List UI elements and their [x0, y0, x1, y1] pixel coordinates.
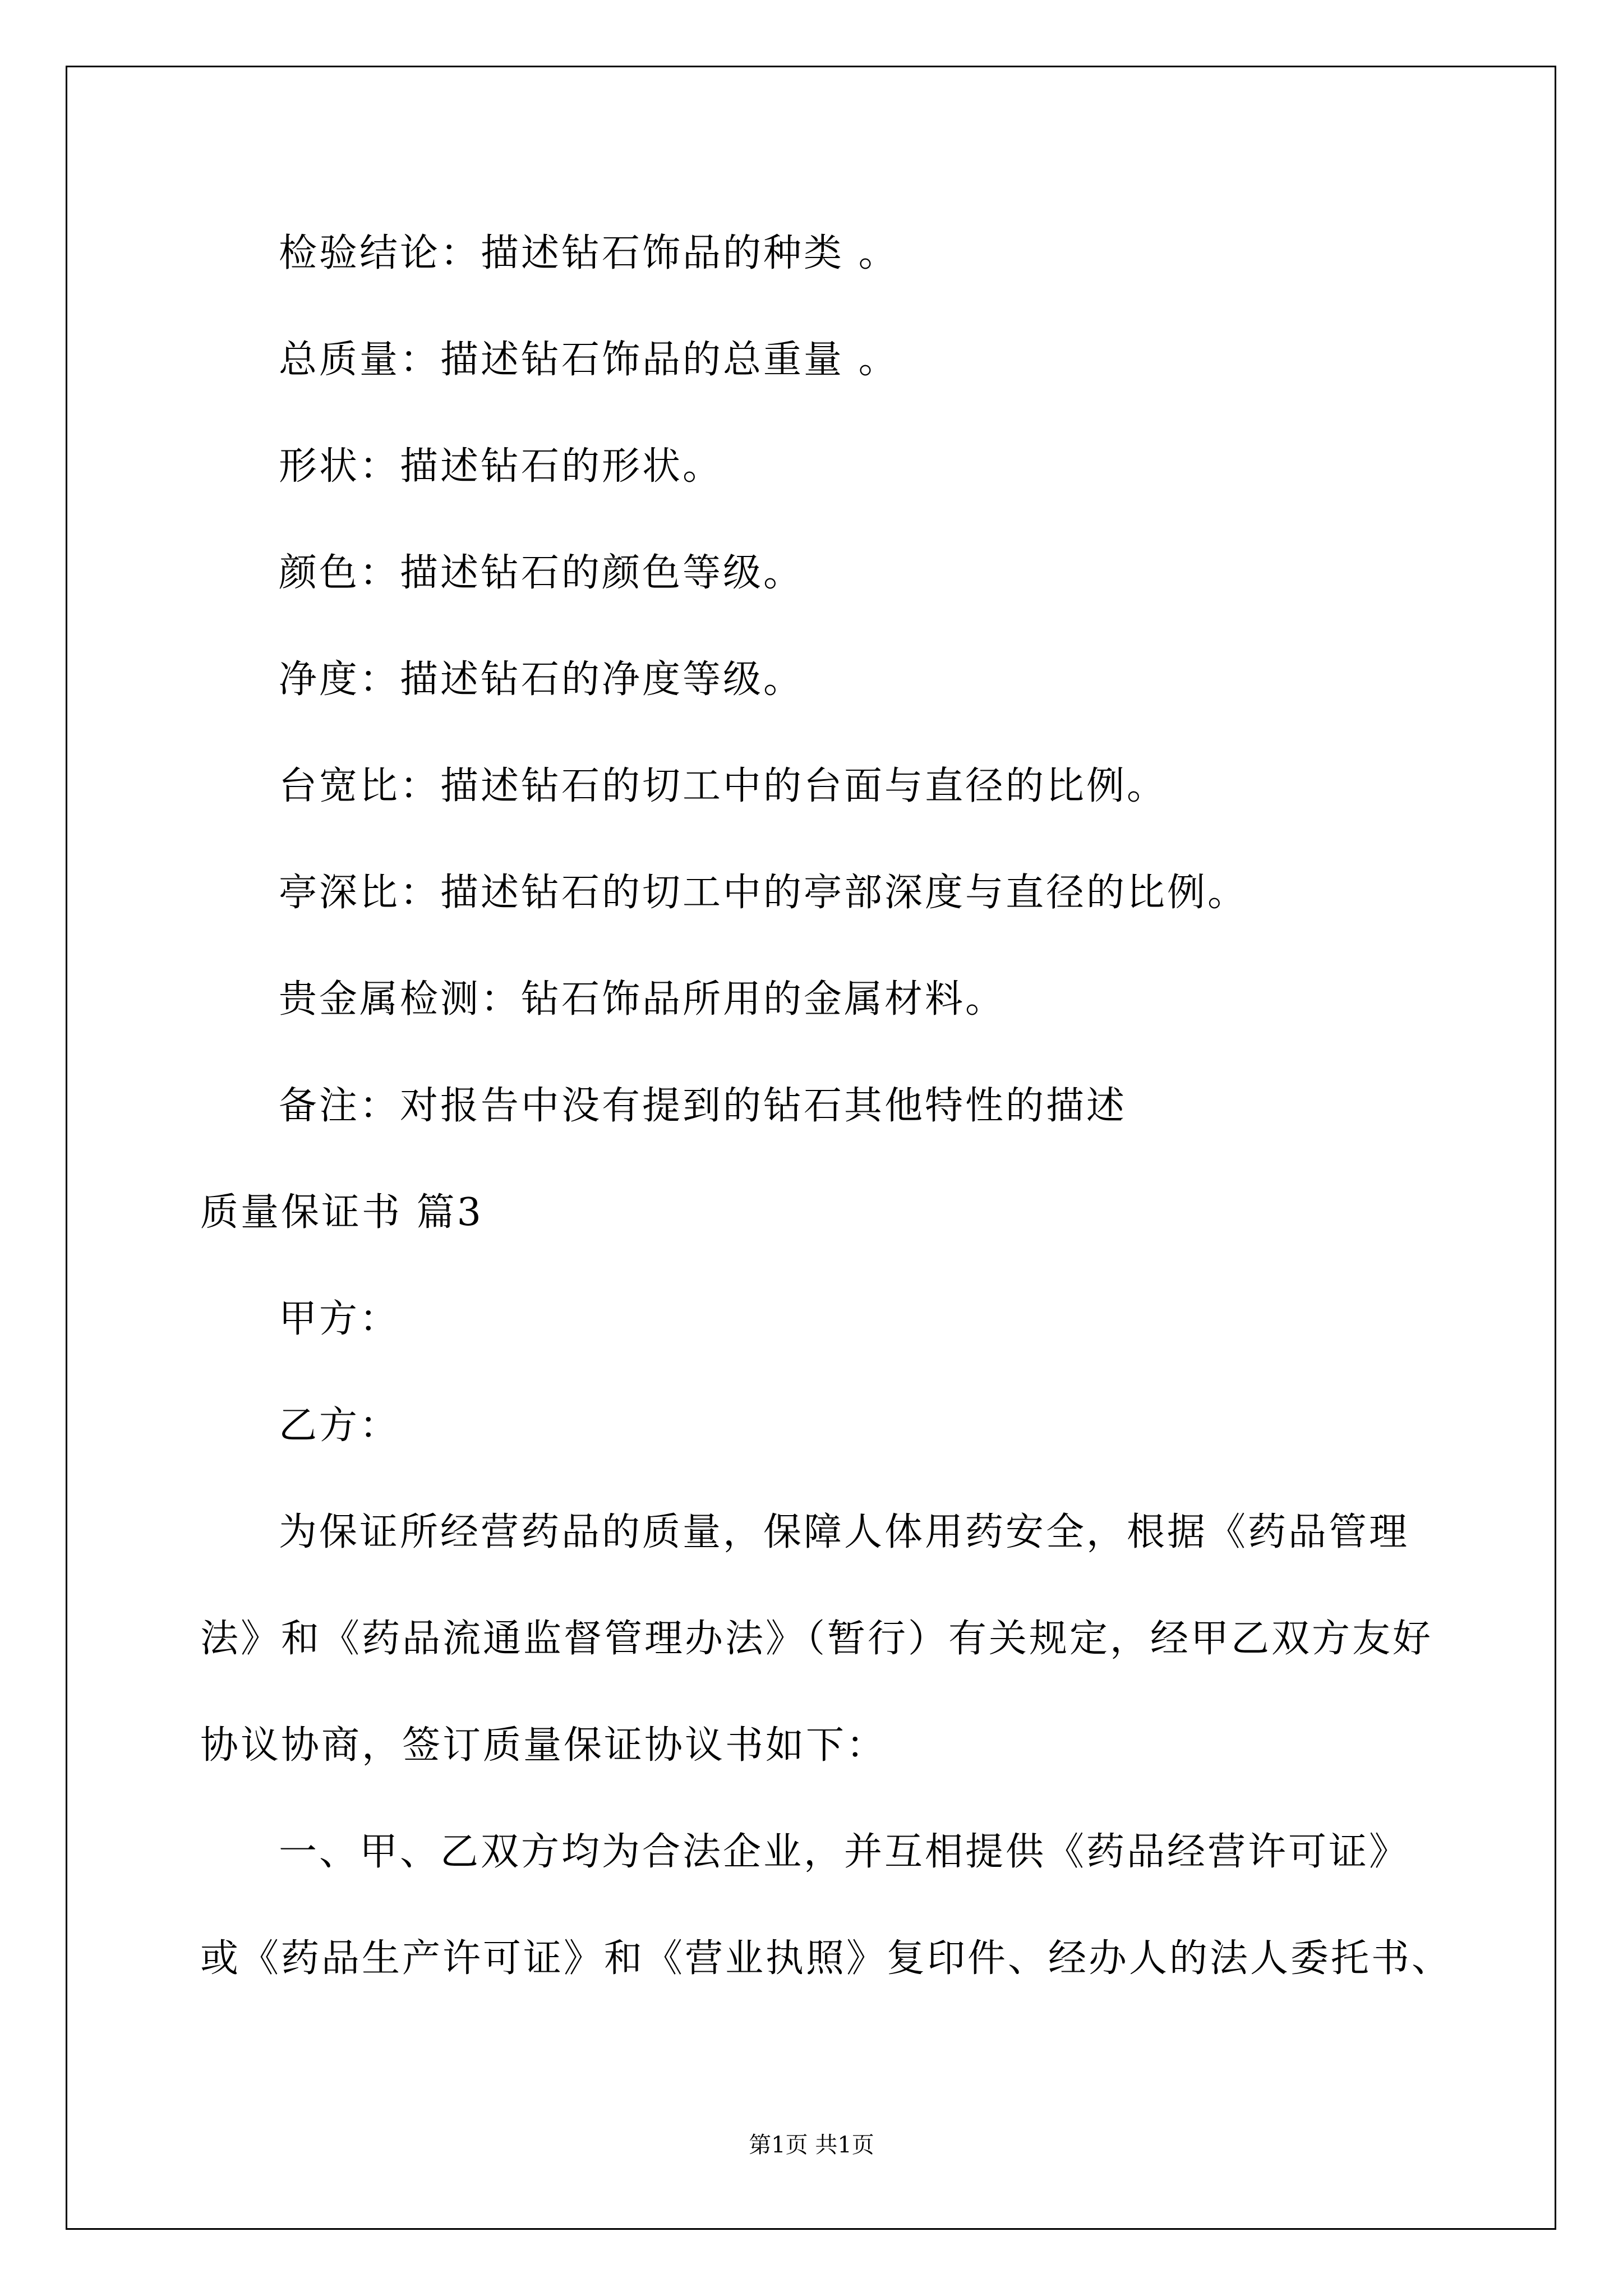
line-table-ratio: 台宽比：描述钻石的切工中的台面与直径的比例。	[279, 764, 1168, 808]
clause-1-line-2: 或《药品生产许可证》和《营业执照》复印件、经办人的法人委托书、	[200, 1936, 1453, 1981]
page-border	[66, 66, 1556, 2230]
paragraph-intro-line-3: 协议协商，签订质量保证协议书如下：	[200, 1723, 887, 1768]
line-precious-metal: 贵金属检测：钻石饰品所用的金属材料。	[279, 977, 1006, 1022]
line-party-a: 甲方：	[279, 1297, 400, 1341]
line-clarity: 净度：描述钻石的净度等级。	[279, 657, 804, 702]
line-color: 颜色：描述钻石的颜色等级。	[279, 551, 804, 595]
line-pavilion-ratio: 亭深比：描述钻石的切工中的亭部深度与直径的比例。	[279, 871, 1248, 915]
line-total-mass: 总质量：描述钻石饰品的总重量 。	[279, 338, 899, 382]
line-inspection-conclusion: 检验结论：描述钻石饰品的种类 。	[279, 231, 899, 275]
paragraph-intro-line-2: 法》和《药品流通监督管理办法》（暂行）有关规定，经甲乙双方友好	[200, 1617, 1433, 1661]
paragraph-intro-line-1: 为保证所经营药品的质量，保障人体用药安全，根据《药品管理	[279, 1510, 1410, 1554]
line-shape: 形状：描述钻石的形状。	[279, 444, 723, 489]
section-heading: 质量保证书 篇3	[200, 1190, 483, 1235]
clause-1-line-1: 一、甲、乙双方均为合法企业，并互相提供《药品经营许可证》	[279, 1830, 1410, 1874]
line-remarks: 备注：对报告中没有提到的钻石其他特性的描述	[279, 1084, 1127, 1128]
page-footer: 第1页 共1页	[749, 2132, 874, 2158]
line-party-b: 乙方：	[279, 1404, 400, 1448]
